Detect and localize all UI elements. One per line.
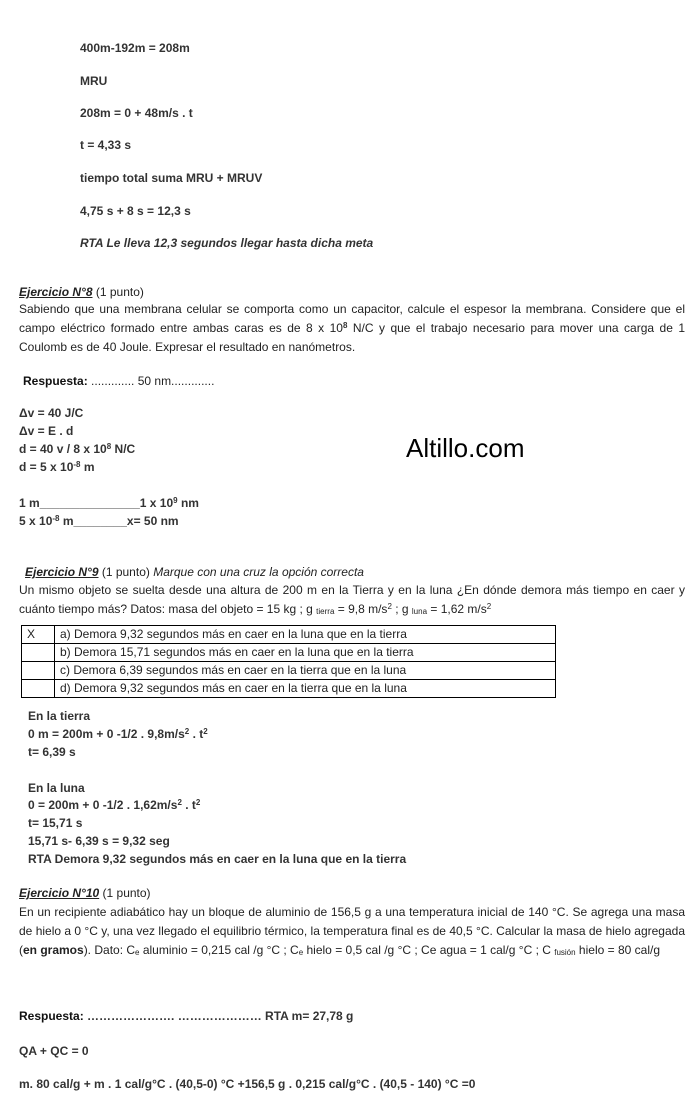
ex9-title: [25, 565, 364, 579]
calc-exponent: 2: [184, 727, 190, 736]
ex8-calc-line: [19, 460, 95, 474]
calc-part: 0 m = 200m + 0 -1/2 . 9,8m/s: [28, 727, 185, 741]
ex8-conversion-line: [19, 514, 179, 528]
ex8-conversion-line: [19, 496, 199, 510]
ex10-points: (1 punto): [99, 886, 151, 900]
ex10-heading: Ejercicio N°10: [19, 886, 100, 900]
solution-line: MRU: [80, 74, 108, 88]
ex10-answer-value: …………………. ………………… RTA m= 27,78 g: [83, 1009, 354, 1023]
ex9-subscript: tierra: [316, 607, 335, 616]
calc-exponent: -8: [73, 460, 81, 469]
ex10-answer: [19, 1009, 353, 1023]
solution-line: 4,75 s + 8 s = 12,3 s: [80, 204, 191, 218]
option-text: c) Demora 6,39 segundos más en caer en la tierra que en la luna: [55, 662, 556, 680]
ex8-points: (1 punto): [95, 285, 144, 299]
option-text: a) Demora 9,32 segundos más en caer en la luna que en la tierra: [55, 626, 556, 644]
ex9-statement-part: Un mismo objeto se suelta desde una altura de 200 m en la Tierra y en la luna ¿En dónde demora más tiempo en caer y cuánto tiempo más? Datos: masa del objeto = 15 kg ; g: [19, 583, 685, 616]
calc-part: d = 5 x 10: [19, 460, 74, 474]
ex10-statement-part: ). Dato: C: [83, 943, 136, 957]
ex9-tierra-title: En la tierra: [28, 709, 91, 723]
ex10-equation: QA + QC = 0: [19, 1044, 89, 1058]
ex9-luna-equation: [28, 798, 200, 812]
option-mark[interactable]: [22, 662, 55, 680]
calc-part: m: [80, 460, 95, 474]
ex10-subscript: fusión: [554, 948, 576, 957]
ex8-statement: [19, 300, 685, 357]
calc-exponent: 8: [106, 442, 112, 451]
ex8-calc-line: Δv = 40 J/C: [19, 406, 84, 420]
option-mark[interactable]: [22, 680, 55, 698]
ex8-statement-part: Sabiendo que una membrana celular se comporta como un capacitor, calcule el espesor la membrana. Considere que el campo eléctrico formado entre ambas caras es de 8 x 10: [19, 302, 685, 335]
ex10-subscript: e: [135, 948, 140, 957]
solution-line: tiempo total suma MRU + MRUV: [80, 171, 263, 185]
calc-part: . t: [189, 727, 204, 741]
ex9-statement-part: ; g: [391, 602, 412, 616]
calc-part: m________x= 50 nm: [59, 514, 179, 528]
calc-exponent: 2: [203, 727, 208, 736]
solution-line: t = 4,33 s: [80, 138, 132, 152]
watermark-logo[interactable]: Altillo.com: [406, 433, 525, 463]
ex8-answer: [23, 374, 214, 388]
option-row[interactable]: [22, 626, 556, 644]
ex9-tierra-result: t= 6,39 s: [28, 745, 76, 759]
ex9-statement: [19, 581, 685, 619]
ex10-bold: en gramos: [23, 943, 84, 957]
ex9-answer: RTA Demora 9,32 segundos más en caer en la luna que en la tierra: [28, 852, 407, 866]
ex10-equation: m. 80 cal/g + m . 1 cal/g°C . (40,5-0) °C +156,5 g . 0,215 cal/g°C . (40,5 - 140) °C =0: [19, 1077, 476, 1091]
ex9-exponent: 2: [387, 602, 392, 611]
ex10-statement-part: En un recipiente adiabático hay un bloque de aluminio de 156,5 g a una temperatura inicial de 140 °C. Se agrega una masa de hielo a 0 °C y, una vez llegado el equilibrio térmico, la temperatura final es de 40,5 °C. Calcular la masa de hielo agregada (: [19, 905, 685, 957]
calc-part: 0 = 200m + 0 -1/2 . 1,62m/s: [28, 798, 178, 812]
ex9-exponent: 2: [486, 602, 492, 611]
solution-answer: RTA Le lleva 12,3 segundos llegar hasta dicha meta: [80, 236, 374, 250]
calc-part: nm: [177, 496, 199, 510]
ex10-statement-part: aluminio = 0,215 cal /g °C ; C: [139, 943, 299, 957]
ex10-answer-label: Respuesta:: [19, 1009, 84, 1023]
ex9-instruction: Marque con una cruz la opción correcta: [153, 565, 364, 579]
option-text: b) Demora 15,71 segundos más en caer en la luna que en la tierra: [55, 644, 556, 662]
ex10-title: [19, 886, 151, 900]
ex9-subscript: luna: [411, 607, 428, 616]
ex10-statement: [19, 903, 685, 960]
ex10-subscript: e: [298, 948, 304, 957]
option-row[interactable]: [22, 680, 556, 698]
calc-part: . t: [181, 798, 196, 812]
ex9-difference: 15,71 s- 6,39 s = 9,32 seg: [28, 834, 170, 848]
ex8-answer-label: Respuesta:: [23, 374, 88, 388]
calc-exponent: 9: [173, 496, 178, 505]
ex8-calc-line: [19, 442, 135, 456]
ex9-statement-part: = 9,8 m/s: [334, 602, 388, 616]
calc-part: 1 m_______________1 x 10: [19, 496, 174, 510]
calc-part: N/C: [111, 442, 136, 456]
calc-part: 5 x 10: [19, 514, 53, 528]
ex8-answer-value: ............. 50 nm.............: [91, 374, 215, 388]
ex9-luna-title: En la luna: [28, 781, 85, 795]
ex8-statement-part: N/C y que el trabajo necesario para mover una carga de 1 Coulomb es de 40 Joule. Expresar el resultado en nanómetros.: [19, 321, 685, 354]
solution-line: 400m-192m = 208m: [80, 41, 190, 55]
option-row[interactable]: [22, 662, 556, 680]
ex9-heading: Ejercicio N°9: [25, 565, 99, 579]
ex8-title: [19, 285, 144, 299]
calc-exponent: 2: [177, 798, 182, 807]
ex10-statement-part: hielo = 80 cal/g: [575, 943, 660, 957]
calc-exponent: 2: [195, 798, 201, 807]
ex8-exponent: 8: [342, 321, 348, 330]
solution-line: 208m = 0 + 48m/s . t: [80, 106, 193, 120]
ex8-heading: Ejercicio N°8: [19, 285, 93, 299]
ex8-calc-line: Δv = E . d: [19, 424, 74, 438]
calc-exponent: -8: [52, 514, 60, 523]
ex10-statement-part: hielo = 0,5 cal /g °C ; Ce agua = 1 cal/g °C ; C: [303, 943, 555, 957]
options-table: [21, 625, 556, 698]
ex9-tierra-equation: [28, 727, 208, 741]
ex9-points: (1 punto): [98, 565, 154, 579]
option-text: d) Demora 9,32 segundos más en caer en la tierra que en la luna: [55, 680, 556, 698]
option-mark[interactable]: X: [22, 626, 55, 644]
calc-part: d = 40 v / 8 x 10: [19, 442, 107, 456]
ex9-statement-part: = 1,62 m/s: [427, 602, 487, 616]
option-mark[interactable]: [22, 644, 55, 662]
option-row[interactable]: [22, 644, 556, 662]
ex9-luna-result: t= 15,71 s: [28, 816, 83, 830]
